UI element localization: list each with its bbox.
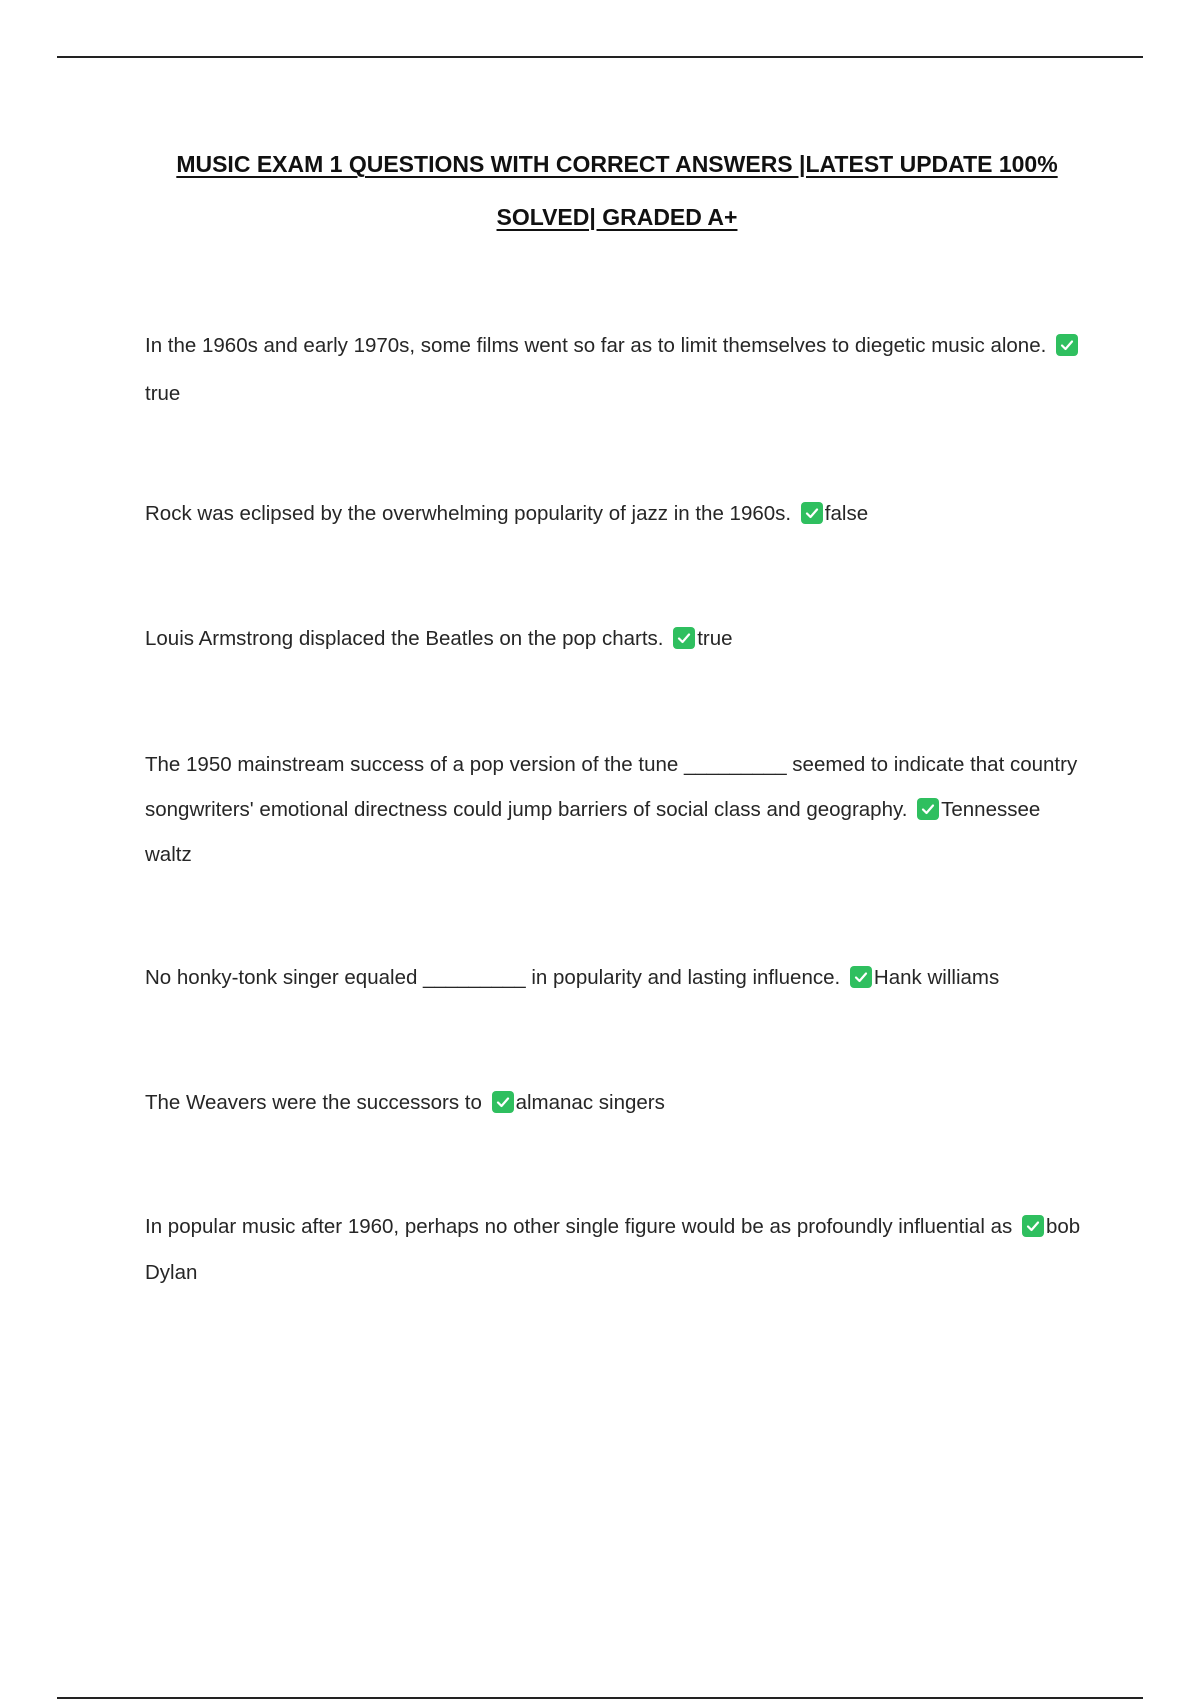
answer-text: Hank williams bbox=[873, 966, 1000, 989]
answer-text: true bbox=[145, 382, 181, 405]
check-icon bbox=[1056, 334, 1078, 356]
qa-item bbox=[145, 958, 1085, 998]
qa-item bbox=[145, 742, 1085, 877]
qa-item bbox=[145, 619, 1085, 659]
footer-rule bbox=[57, 1697, 1143, 1699]
qa-item bbox=[145, 494, 1085, 534]
question-text: Louis Armstrong displaced the Beatles on the pop charts. bbox=[145, 627, 664, 650]
title-line-2: SOLVED| GRADED A+ bbox=[496, 204, 738, 230]
question-text: Rock was eclipsed by the overwhelming popularity of jazz in the 1960s. bbox=[145, 502, 792, 525]
question-text: The 1950 mainstream success of a pop version of the tune _________ seemed to indicate that country songwriters' emotional directness could jump barriers of social class and geography. bbox=[145, 753, 1078, 821]
check-icon bbox=[1022, 1215, 1044, 1237]
question-text: The Weavers were the successors to bbox=[145, 1091, 482, 1114]
check-icon bbox=[917, 798, 939, 820]
question-text: In popular music after 1960, perhaps no other single figure would be as profoundly influential as bbox=[145, 1215, 1013, 1238]
answer-text: false bbox=[824, 502, 869, 525]
question-text: No honky-tonk singer equaled _________ in popularity and lasting influence. bbox=[145, 966, 841, 989]
answer-text: Tennessee waltz bbox=[145, 798, 1041, 866]
check-icon bbox=[492, 1091, 514, 1113]
check-icon bbox=[673, 627, 695, 649]
qa-item bbox=[145, 322, 1085, 418]
qa-item bbox=[145, 1204, 1085, 1296]
answer-text: bob Dylan bbox=[145, 1215, 1081, 1284]
qa-item bbox=[145, 1083, 1085, 1123]
check-icon bbox=[850, 966, 872, 988]
answer-text: almanac singers bbox=[515, 1091, 665, 1114]
answer-text: true bbox=[697, 627, 733, 650]
check-icon bbox=[801, 502, 823, 524]
question-text: In the 1960s and early 1970s, some films went so far as to limit themselves to diegetic music alone. bbox=[145, 334, 1047, 357]
header-rule bbox=[57, 56, 1143, 58]
title-line-1: MUSIC EXAM 1 QUESTIONS WITH CORRECT ANSWERS |LATEST UPDATE 100% bbox=[176, 151, 1058, 177]
document-title bbox=[145, 138, 1089, 244]
